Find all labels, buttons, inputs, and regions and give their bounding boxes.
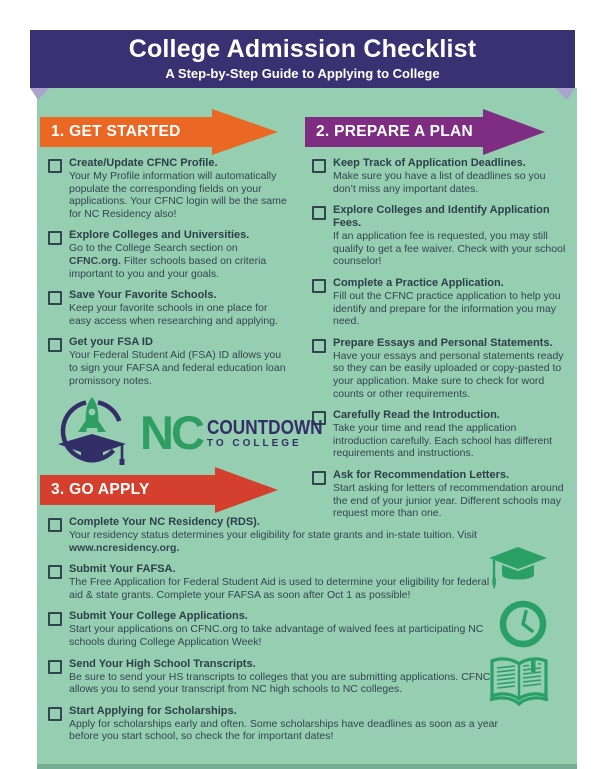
logo-countdown-text: COUNTDOWN <box>206 416 323 439</box>
checklist-item <box>48 563 500 601</box>
checklist-item <box>48 516 500 554</box>
rocket-gradcap-emblem-icon <box>52 395 134 469</box>
item-text <box>69 336 292 387</box>
item-title: Complete Your NC Residency (RDS). <box>69 516 260 528</box>
item-desc <box>69 242 292 280</box>
item-text <box>69 289 292 327</box>
checkbox[interactable] <box>48 338 62 352</box>
section-label: 1. GET STARTED <box>40 117 212 147</box>
item-desc <box>333 422 568 460</box>
section-header-prepare-a-plan <box>305 109 545 155</box>
item-text <box>69 658 500 696</box>
checkbox[interactable] <box>48 159 62 173</box>
arrow-head-icon <box>483 109 545 155</box>
checklist-item <box>48 658 500 696</box>
item-text <box>69 157 292 220</box>
desc-text: If an application fee is requested, you may still qualify to get a fee waiver. Check with your school counselor! <box>333 230 566 268</box>
desc-text: Be sure to send your HS transcripts to colleges that you are submitting applications. CFNC allows you to send your transcript from NC high schools to NC colleges. <box>69 670 491 696</box>
section-header-get-started <box>40 109 278 155</box>
desc-text: Start your applications on CFNC.org to take advantage of waived fees at participating NC schools during College Application Week! <box>69 623 484 648</box>
logo-nc-text: NC <box>140 405 202 459</box>
checklist-item <box>48 705 500 743</box>
item-title: Submit Your College Applications. <box>69 610 248 623</box>
section-header-go-apply <box>40 467 278 513</box>
checklist-item <box>312 157 568 195</box>
checklist-item <box>312 204 568 268</box>
item-desc <box>69 623 500 648</box>
desc-text: Your Federal Student Aid (FSA) ID allows you to sign your FAFSA and federal education loan promissory notes. <box>69 349 286 387</box>
nc-countdown-logo <box>52 395 341 469</box>
checklist-item <box>48 336 292 387</box>
ribbon-fold-right-icon <box>555 88 575 100</box>
page-title: College Admission Checklist <box>128 35 477 63</box>
item-title: Save Your Favorite Schools. <box>69 289 217 302</box>
arrow-head-icon <box>215 467 278 513</box>
section-label: 3. GO APPLY <box>40 475 215 505</box>
logo-tocollege-text: TO COLLEGE <box>206 437 302 449</box>
section-items-go-apply <box>48 516 500 752</box>
item-desc <box>333 350 568 400</box>
checklist-item <box>48 289 292 327</box>
item-desc <box>333 290 568 328</box>
item-desc <box>333 170 568 195</box>
checkbox[interactable] <box>48 660 62 674</box>
item-title: Carefully Read the Introduction. <box>333 409 500 422</box>
link-text: www.ncresidency.org. <box>69 541 180 554</box>
checkbox[interactable] <box>48 518 62 532</box>
desc-text: Go to the College Search section on <box>69 242 238 255</box>
checkbox[interactable] <box>312 471 326 485</box>
item-title: Create/Update CFNC Profile. <box>69 157 218 169</box>
item-text <box>69 610 500 648</box>
item-title: Explore Colleges and Universities. <box>69 229 250 242</box>
ribbon-fold-left-icon <box>30 88 50 100</box>
desc-text: Make sure you have a list of deadlines so you don’t miss any important dates. <box>333 170 546 195</box>
checkbox[interactable] <box>312 279 326 293</box>
open-book-icon <box>488 655 550 713</box>
desc-text: The Free Application for Federal Student Aid is used to determine your eligibility for federal aid & state grants. Complete your FAFSA as soon after Oct 1 as possible! <box>69 576 490 601</box>
desc-text: Filter schools based on criteria important to you and your goals. <box>69 254 267 280</box>
checkbox[interactable] <box>312 206 326 220</box>
item-desc <box>69 349 292 387</box>
graduation-cap-icon <box>487 545 549 593</box>
item-text <box>333 157 568 195</box>
item-text <box>333 469 568 520</box>
checkbox[interactable] <box>48 612 62 626</box>
page-subtitle: A Step-by-Step Guide to Applying to College <box>165 66 440 81</box>
desc-text: Fill out the CFNC practice application to help you identify and prepare for the information you may need. <box>333 289 561 328</box>
section-label: 2. PREPARE A PLAN <box>305 117 483 147</box>
bottom-edge-shade <box>37 764 577 769</box>
checklist-item <box>48 610 500 648</box>
logo-wordmark <box>207 418 341 449</box>
item-title: Explore Colleges and Identify Application Fees. <box>333 204 550 230</box>
desc-text: Apply for scholarships early and often. Some scholarships have deadlines as soon as a year before you start school, so check the for important dates! <box>69 717 498 743</box>
item-text <box>69 705 500 743</box>
item-text <box>333 337 568 400</box>
header-banner <box>30 30 575 88</box>
item-title: Keep Track of Application Deadlines. <box>333 157 526 169</box>
item-desc <box>333 230 568 268</box>
item-desc <box>333 482 568 520</box>
desc-text: Take your time and read the application introduction carefully. Each school has different requirements and instructions. <box>333 422 553 460</box>
desc-text: Have your essays and personal statements ready so they can be easily uploaded or copy-pasted to your application. Make sure to check for word counts or other requirements. <box>333 349 564 400</box>
item-title: Prepare Essays and Personal Statements. <box>333 336 553 349</box>
item-text <box>69 563 500 601</box>
section-items-prepare-a-plan <box>312 157 568 529</box>
item-title: Complete a Practice Application. <box>333 276 504 289</box>
checklist-item <box>48 229 292 280</box>
checkbox[interactable] <box>312 159 326 173</box>
link-text: CFNC.org. <box>69 254 121 267</box>
item-text <box>333 204 568 268</box>
checkbox[interactable] <box>48 231 62 245</box>
checkbox[interactable] <box>48 707 62 721</box>
item-desc <box>69 170 292 220</box>
checklist-item <box>312 337 568 400</box>
checkbox[interactable] <box>312 339 326 353</box>
desc-text: Your My Profile information will automatically populate the corresponding fields on your applications. Your CFNC login will be the same for NC Residency also! <box>69 170 287 220</box>
checkbox[interactable] <box>48 565 62 579</box>
item-desc <box>69 718 500 743</box>
item-text <box>333 409 568 460</box>
item-title: Ask for Recommendation Letters. <box>333 468 510 481</box>
section-items-get-started <box>48 157 292 396</box>
item-title: Send Your High School Transcripts. <box>69 657 256 670</box>
item-text <box>333 277 568 328</box>
desc-text: Your residency status determines your eligibility for state grants and in-state tuition. Visit <box>69 529 477 541</box>
item-text <box>69 516 500 554</box>
item-title: Start Applying for Scholarships. <box>69 704 237 717</box>
item-title: Get your FSA ID <box>69 336 153 349</box>
checklist-item <box>312 409 568 460</box>
checklist-item <box>312 277 568 328</box>
item-desc <box>69 671 500 696</box>
desc-text: Keep your favorite schools in one place for easy access when researching and applying. <box>69 302 278 327</box>
item-desc <box>69 576 500 601</box>
desc-text: Start asking for letters of recommendation around the end of your junior year. Different schools may request more than one. <box>333 481 564 520</box>
arrow-head-icon <box>212 109 278 155</box>
checkbox[interactable] <box>48 291 62 305</box>
item-text <box>69 229 292 280</box>
item-desc <box>69 529 500 554</box>
checklist-item <box>48 157 292 220</box>
item-title: Submit Your FAFSA. <box>69 563 176 576</box>
item-desc <box>69 302 292 327</box>
clock-icon <box>499 600 547 648</box>
checklist-item <box>312 469 568 520</box>
